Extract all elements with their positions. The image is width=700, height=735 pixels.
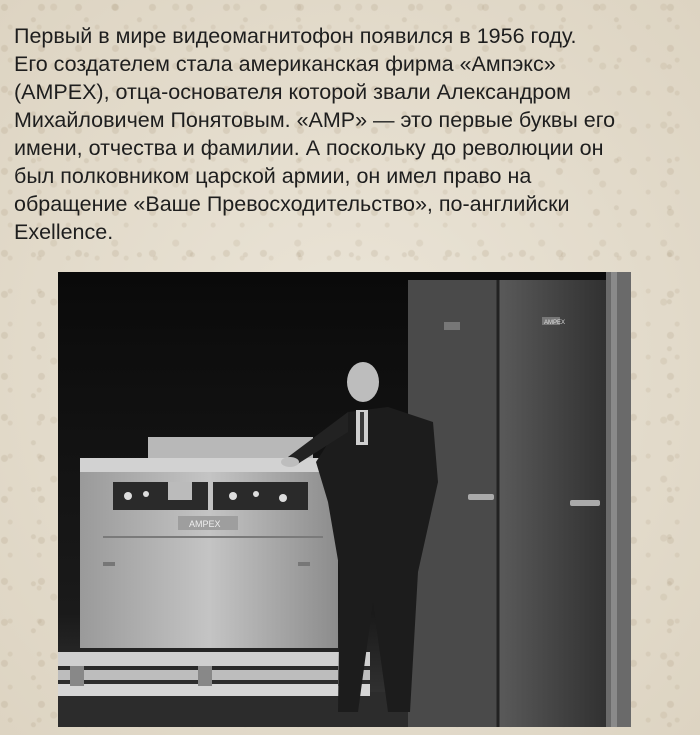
- cabinet-rack: [408, 272, 631, 727]
- video-tape-recorder: [80, 437, 338, 648]
- cabinet-label: AMPEX: [544, 320, 566, 326]
- historical-photo: [58, 272, 631, 727]
- wooden-pallet: [58, 652, 370, 696]
- machine-label: AMPEX: [189, 519, 221, 529]
- photo-illustration: [58, 272, 631, 727]
- article-paragraph: Первый в мире видеомагнитофон появился в 1956 году. Его создателем стала американская фирма «Ампэкс» (AMPEX), отца-основателя которой звали Александром Михайловичем Понятовым. «AMP» — это первые буквы его имени, отчества и фамилии. А поскольку до революции он был полковником царской армии, он имел право на обращение «Ваше Превосходительство», по-английски Exellence.: [14, 24, 616, 244]
